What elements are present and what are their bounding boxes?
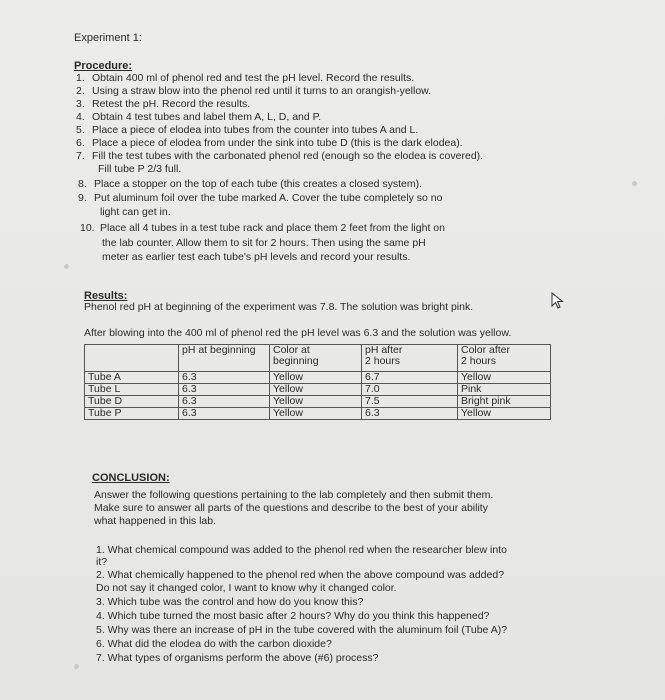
- question-line: 6. What did the elodea do with the carbon dioxide?: [96, 638, 332, 650]
- table-cell: Tube L: [85, 384, 179, 396]
- question-line: 5. Why was there an increase of pH in the tube covered with the aluminum foil (Tube A)?: [96, 624, 508, 636]
- table-cell: 6.3: [179, 408, 270, 420]
- results-table: [84, 344, 551, 420]
- table-cell: Bright pink: [458, 396, 551, 408]
- table-row: [85, 384, 551, 396]
- conclusion-intro-line: what happened in this lab.: [94, 515, 217, 527]
- table-cell: Yellow: [270, 372, 362, 384]
- question-line: Do not say it changed color, I want to know why it changed color.: [96, 582, 397, 594]
- question-line: 4. Which tube turned the most basic after 2 hours? Why do you think this happened?: [96, 610, 490, 622]
- procedure-step: 4. Obtain 4 test tubes and label them A, L, D, and P.: [76, 111, 322, 123]
- procedure-step-continued: Fill tube P 2/3 full.: [98, 163, 182, 175]
- table-row: [85, 372, 551, 384]
- table-header-cell: [85, 345, 179, 372]
- results-heading: Results:: [84, 290, 128, 302]
- paper-speck: [632, 181, 637, 186]
- question-line: 7. What types of organisms perform the above (#6) process?: [96, 652, 379, 664]
- table-cell: 6.3: [179, 396, 270, 408]
- table-cell: Tube D: [85, 396, 179, 408]
- cursor-arrow-icon: [551, 292, 565, 310]
- table-header-cell: Color at beginning: [270, 345, 362, 372]
- table-cell: Tube A: [85, 372, 179, 384]
- question-line: 1. What chemical compound was added to the phenol red when the researcher blew into: [96, 544, 507, 556]
- procedure-step: 2. Using a straw blow into the phenol red until it turns to an orangish-yellow.: [76, 85, 432, 97]
- procedure-step: 7. Fill the test tubes with the carbonated phenol red (enough so the elodea is covered).: [76, 150, 484, 162]
- paper-speck: [74, 664, 79, 669]
- table-cell: 6.3: [179, 384, 270, 396]
- table-header-cell: pH at beginning: [179, 345, 270, 372]
- results-line: Phenol red pH at beginning of the experiment was 7.8. The solution was bright pink.: [84, 301, 474, 313]
- table-cell: 7.5: [362, 396, 458, 408]
- results-line: After blowing into the 400 ml of phenol red the pH level was 6.3 and the solution was yellow.: [84, 327, 512, 339]
- table-header-cell: Color after 2 hours: [458, 345, 551, 372]
- table-header-cell: pH after 2 hours: [362, 345, 458, 372]
- procedure-step: 5. Place a piece of elodea into tubes from the counter into tubes A and L.: [76, 124, 419, 136]
- table-cell: Yellow: [458, 372, 551, 384]
- procedure-step: 8. Place a stopper on the top of each tube (this creates a closed system).: [78, 178, 423, 190]
- procedure-step: 6. Place a piece of elodea from under the sink into tube D (this is the dark elodea).: [76, 137, 463, 149]
- table-cell: 6.7: [362, 372, 458, 384]
- table-row: [85, 408, 551, 420]
- procedure-step-continued: light can get in.: [100, 206, 171, 218]
- procedure-step-continued: meter as earlier test each tube's pH levels and record your results.: [102, 251, 411, 263]
- table-cell: Yellow: [270, 408, 362, 420]
- experiment-title: Experiment 1:: [74, 32, 142, 44]
- table-cell: Yellow: [270, 384, 362, 396]
- table-cell: 7.0: [362, 384, 458, 396]
- table-cell: Yellow: [270, 396, 362, 408]
- table-cell: 6.3: [362, 408, 458, 420]
- procedure-step: 9. Put aluminum foil over the tube marked A. Cover the tube completely so no: [78, 192, 443, 204]
- question-line: 2. What chemically happened to the phenol red when the above compound was added?: [96, 569, 505, 581]
- procedure-step: 10. Place all 4 tubes in a test tube rack and place them 2 feet from the light on: [80, 222, 445, 234]
- table-header-row: [85, 345, 551, 372]
- question-line: 3. Which tube was the control and how do you know this?: [96, 596, 364, 608]
- procedure-step-continued: the lab counter. Allow them to sit for 2 hours. Then using the same pH: [102, 237, 426, 249]
- paper-speck: [64, 264, 69, 269]
- procedure-step: 3. Retest the pH. Record the results.: [76, 98, 251, 110]
- question-line: it?: [96, 556, 108, 568]
- procedure-step: 1. Obtain 400 ml of phenol red and test the pH level. Record the results.: [76, 72, 415, 84]
- conclusion-intro-line: Answer the following questions pertaining to the lab completely and then submit them.: [94, 489, 494, 501]
- table-cell: Pink: [458, 384, 551, 396]
- table-cell: 6.3: [179, 372, 270, 384]
- table-row: [85, 396, 551, 408]
- conclusion-intro-line: Make sure to answer all parts of the questions and describe to the best of your ability: [94, 502, 488, 514]
- table-cell: Yellow: [458, 408, 551, 420]
- conclusion-heading: CONCLUSION:: [92, 472, 170, 484]
- table-cell: Tube P: [85, 408, 179, 420]
- procedure-heading: Procedure:: [74, 60, 133, 72]
